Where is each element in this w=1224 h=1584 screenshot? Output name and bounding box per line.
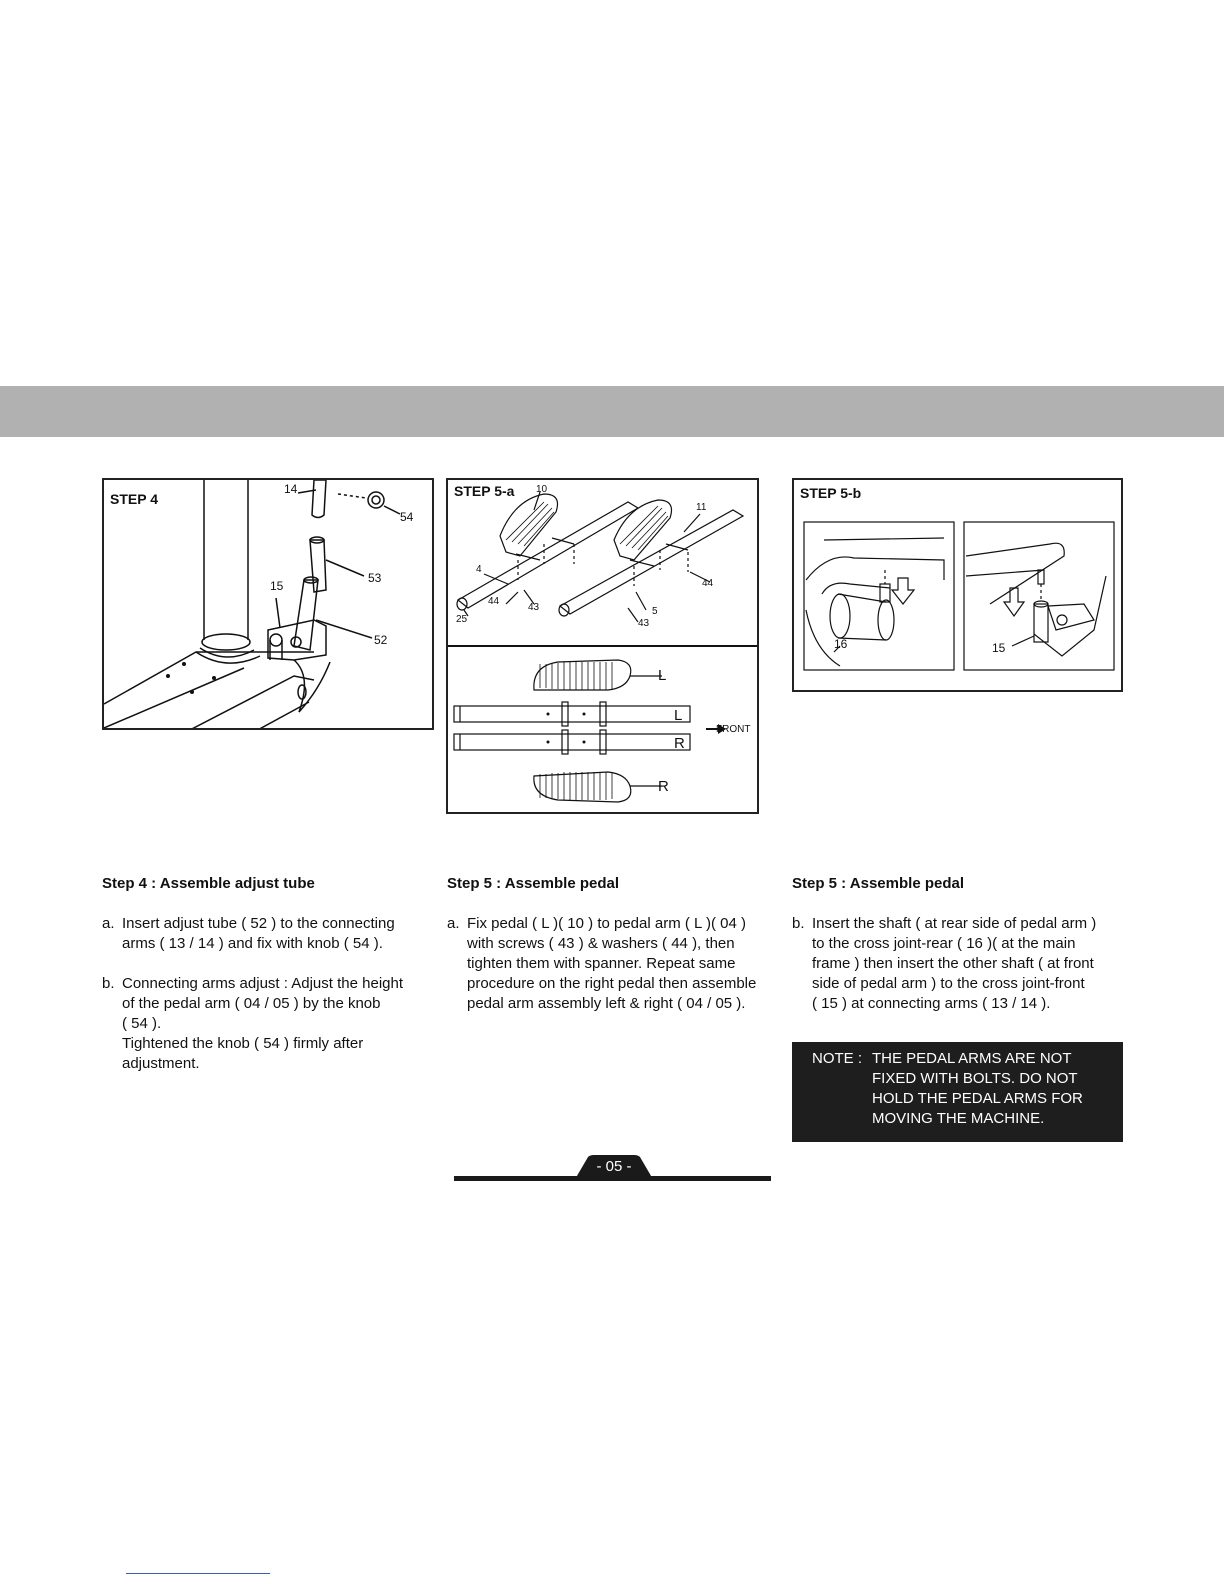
note-text: THE PEDAL ARMS ARE NOT FIXED WITH BOLTS. DO NOT HOLD THE PEDAL ARMS FOR MOVING THE MACHINE. [872, 1050, 1083, 1127]
step4-heading: Step 4 : Assemble adjust tube [102, 875, 315, 892]
header-band [0, 386, 1224, 437]
item-label: b. [102, 975, 115, 992]
item-label: a. [447, 915, 460, 932]
step5b-label: STEP 5-b [800, 485, 862, 501]
item-text: Insert adjust tube ( 52 ) to the connecting arms ( 13 / 14 ) and fix with knob ( 54 ). [122, 915, 395, 952]
legend-right: R [658, 778, 669, 795]
step4-drawing [104, 480, 434, 730]
arm-label-left: L [674, 707, 683, 724]
callout: 5 [652, 606, 658, 617]
column-step5b [792, 874, 1137, 1034]
callout: 16 [834, 637, 848, 651]
callout: 25 [456, 614, 468, 625]
step5b-drawing [794, 480, 1123, 692]
arm-label-right: R [674, 735, 685, 752]
front-label: FRONT [716, 724, 751, 735]
step5b-heading: Step 5 : Assemble pedal [792, 875, 965, 892]
callout: 43 [638, 618, 650, 629]
item-text: Connecting arms adjust : Adjust the height of the pedal arm ( 04 / 05 ) by the knob ( 54 ). [122, 975, 404, 1032]
callout: 14 [284, 482, 298, 496]
step5a-label: STEP 5-a [454, 483, 515, 499]
item-text: Insert the shaft ( at rear side of pedal arm ) to the cross joint-rear ( 16 )( at the main frame ) then insert the other shaft ( at front side of pedal arm ) to the cross joint-front ( 15 ) at connecting arms ( 13 / 14 ). [812, 915, 1097, 1012]
step5a-figure [446, 478, 759, 814]
bottom-rule [126, 1573, 270, 1574]
item-label: b. [792, 915, 805, 932]
warning-note [792, 1042, 1123, 1142]
step5a-heading: Step 5 : Assemble pedal [447, 875, 620, 892]
callout: 10 [536, 484, 548, 495]
item-text: Fix pedal ( L )( 10 ) to pedal arm ( L )( 04 ) with screws ( 43 ) & washers ( 44 ), then tighten them with spanner. Repeat same procedure on the right pedal then assemble pedal arm assembly left & right ( 04 / 05 ). [467, 915, 757, 1012]
step5a-drawing [448, 480, 759, 814]
step5b-figure [792, 478, 1123, 692]
column-step4 [102, 874, 432, 1094]
instruction-item [447, 914, 782, 1014]
step4-label: STEP 4 [110, 491, 158, 507]
legend-left: L [658, 667, 667, 684]
column-step5a [447, 874, 782, 1034]
callout: 52 [374, 633, 388, 647]
callout: 44 [488, 596, 500, 607]
page-number: - 05 - [596, 1158, 632, 1175]
instruction-item [792, 914, 1137, 1014]
callout: 43 [528, 602, 540, 613]
callout: 54 [400, 510, 414, 524]
callout: 15 [270, 579, 284, 593]
callout: 15 [992, 641, 1006, 655]
item-text: Tightened the knob ( 54 ) firmly after adjustment. [122, 1035, 364, 1072]
callout: 53 [368, 571, 382, 585]
instruction-item [102, 914, 432, 954]
step4-figure [102, 478, 434, 730]
note-label: NOTE : [812, 1050, 863, 1067]
callout: 4 [476, 564, 482, 575]
instruction-item [102, 974, 432, 1074]
item-label: a. [102, 915, 115, 932]
callout: 44 [702, 578, 714, 589]
callout: 11 [696, 502, 707, 513]
